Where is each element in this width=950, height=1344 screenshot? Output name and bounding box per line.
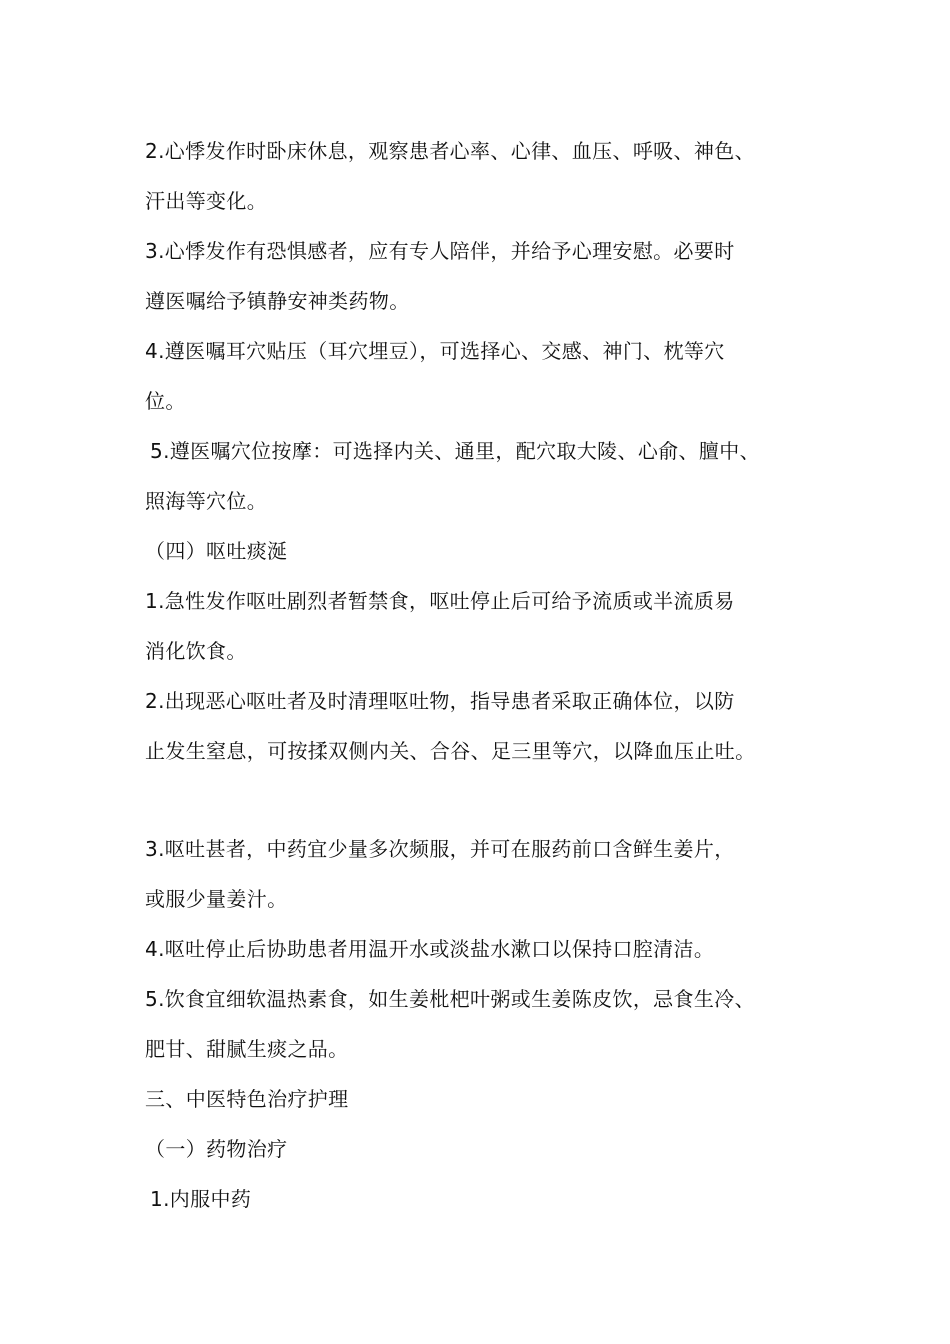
paragraph-line: 3.心悸发作有恐惧感者，应有专人陪伴，并给予心理安慰。必要时 bbox=[145, 239, 735, 263]
paragraph-line: 遵医嘱给予镇静安神类药物。 bbox=[145, 289, 410, 313]
paragraph-line: 5.遵医嘱穴位按摩：可选择内关、通里，配穴取大陵、心俞、膻中、 bbox=[150, 439, 760, 463]
paragraph-line: 5.饮食宜细软温热素食，如生姜枇杷叶粥或生姜陈皮饮，忌食生冷、 bbox=[145, 987, 755, 1011]
paragraph-line: 2.出现恶心呕吐者及时清理呕吐物，指导患者采取正确体位，以防 bbox=[145, 689, 735, 713]
paragraph-line: 或服少量姜汁。 bbox=[145, 887, 288, 911]
paragraph-line: 照海等穴位。 bbox=[145, 489, 268, 513]
subsection-heading: （一）药物治疗 bbox=[145, 1137, 288, 1161]
section-heading: 三、中医特色治疗护理 bbox=[145, 1087, 349, 1111]
section-heading: （四）呕吐痰涎 bbox=[145, 539, 288, 563]
paragraph-line: 汗出等变化。 bbox=[145, 189, 268, 213]
paragraph-line: 2.心悸发作时卧床休息，观察患者心率、心律、血压、呼吸、神色、 bbox=[145, 139, 755, 163]
subsection-item: 1.内服中药 bbox=[150, 1187, 252, 1211]
paragraph-line: 止发生窒息，可按揉双侧内关、合谷、足三里等穴，以降血压止吐。 bbox=[145, 739, 756, 763]
paragraph-line: 3.呕吐甚者，中药宜少量多次频服，并可在服药前口含鲜生姜片， bbox=[145, 837, 735, 861]
paragraph-line: 1.急性发作呕吐剧烈者暂禁食，呕吐停止后可给予流质或半流质易 bbox=[145, 589, 735, 613]
paragraph-line: 肥甘、甜腻生痰之品。 bbox=[145, 1037, 349, 1061]
paragraph-line: 位。 bbox=[145, 389, 186, 413]
paragraph-line: 4.呕吐停止后协助患者用温开水或淡盐水漱口以保持口腔清洁。 bbox=[145, 937, 715, 961]
paragraph-line: 消化饮食。 bbox=[145, 639, 247, 663]
paragraph-line: 4.遵医嘱耳穴贴压（耳穴埋豆），可选择心、交感、神门、枕等穴 bbox=[145, 339, 725, 363]
